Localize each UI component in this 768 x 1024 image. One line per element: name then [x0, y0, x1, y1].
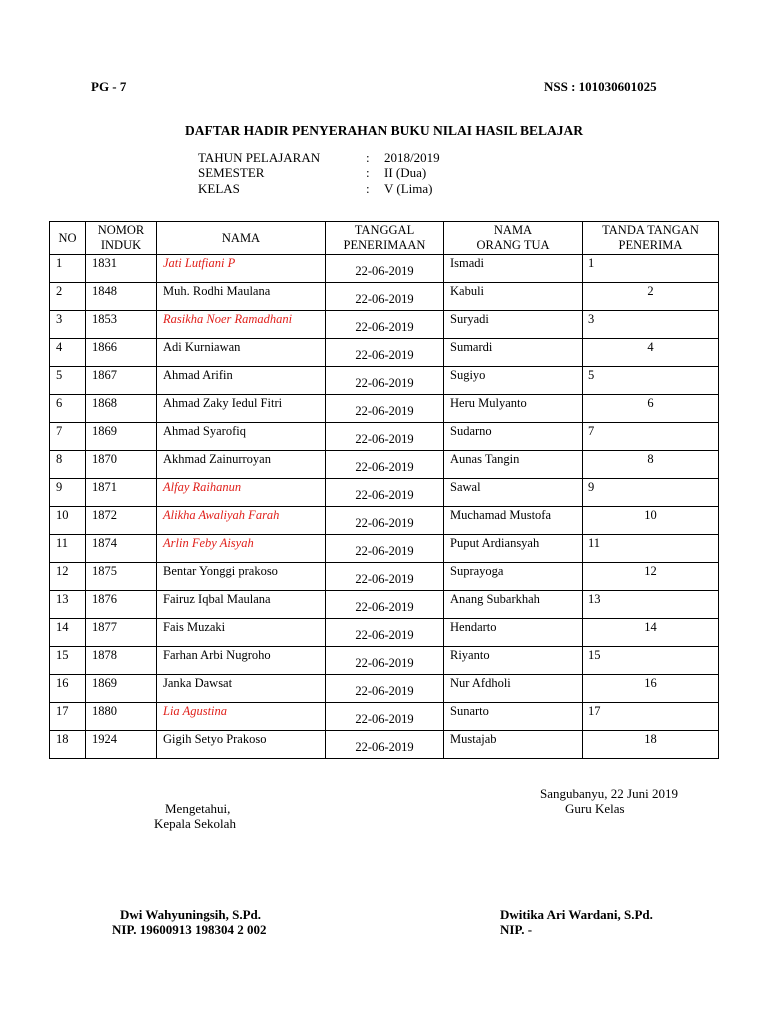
cell-orang-tua: Nur Afdholi [444, 675, 583, 703]
meta-colon: : [366, 150, 370, 165]
cell-orang-tua: Sunarto [444, 703, 583, 731]
cell-nomor-induk: 1871 [86, 479, 157, 507]
cell-tanda-tangan: 18 [583, 731, 719, 759]
table-row [50, 507, 719, 535]
table-row [50, 367, 719, 395]
kepala-sekolah-title: Kepala Sekolah [154, 816, 236, 831]
cell-nama: Fairuz Iqbal Maulana [157, 591, 326, 619]
header-nama: NAMA [157, 222, 326, 255]
cell-tanda-tangan: 6 [583, 395, 719, 423]
cell-nomor-induk: 1866 [86, 339, 157, 367]
header-nomor-induk: NOMOR INDUK [86, 222, 157, 255]
cell-nama: Muh. Rodhi Maulana [157, 283, 326, 311]
table-row [50, 703, 719, 731]
cell-nomor-induk: 1880 [86, 703, 157, 731]
nss-number: NSS : 101030601025 [544, 79, 657, 94]
cell-nama: Alfay Raihanun [157, 479, 326, 507]
cell-tanggal: 22-06-2019 [326, 479, 444, 507]
cell-nama: Farhan Arbi Nugroho [157, 647, 326, 675]
cell-no: 9 [50, 479, 86, 507]
table-row [50, 619, 719, 647]
cell-orang-tua: Anang Subarkhah [444, 591, 583, 619]
cell-tanggal: 22-06-2019 [326, 451, 444, 479]
cell-nama: Fais Muzaki [157, 619, 326, 647]
cell-nama: Jati Lutfiani P [157, 255, 326, 283]
table-row [50, 591, 719, 619]
cell-tanda-tangan: 17 [583, 703, 719, 731]
cell-no: 16 [50, 675, 86, 703]
page-code: PG - 7 [91, 79, 127, 94]
cell-nomor-induk: 1874 [86, 535, 157, 563]
cell-nomor-induk: 1853 [86, 311, 157, 339]
cell-nomor-induk: 1868 [86, 395, 157, 423]
cell-orang-tua: Sugiyo [444, 367, 583, 395]
cell-no: 11 [50, 535, 86, 563]
meta-colon: : [366, 181, 370, 196]
guru-kelas-name: Dwitika Ari Wardani, S.Pd. [500, 907, 653, 922]
table-row [50, 283, 719, 311]
cell-tanggal: 22-06-2019 [326, 311, 444, 339]
cell-tanggal: 22-06-2019 [326, 647, 444, 675]
cell-tanggal: 22-06-2019 [326, 255, 444, 283]
cell-nomor-induk: 1877 [86, 619, 157, 647]
cell-no: 6 [50, 395, 86, 423]
cell-tanggal: 22-06-2019 [326, 703, 444, 731]
cell-tanda-tangan: 12 [583, 563, 719, 591]
cell-tanggal: 22-06-2019 [326, 535, 444, 563]
cell-tanda-tangan: 11 [583, 535, 719, 563]
cell-nama: Alikha Awaliyah Farah [157, 507, 326, 535]
cell-tanda-tangan: 13 [583, 591, 719, 619]
cell-tanda-tangan: 10 [583, 507, 719, 535]
meta-value-semester: II (Dua) [384, 165, 427, 180]
cell-orang-tua: Ismadi [444, 255, 583, 283]
cell-no: 1 [50, 255, 86, 283]
cell-nomor-induk: 1848 [86, 283, 157, 311]
table-row [50, 479, 719, 507]
cell-tanggal: 22-06-2019 [326, 591, 444, 619]
kepala-sekolah-name: Dwi Wahyuningsih, S.Pd. [120, 907, 262, 922]
cell-tanggal: 22-06-2019 [326, 395, 444, 423]
cell-orang-tua: Hendarto [444, 619, 583, 647]
cell-tanda-tangan: 3 [583, 311, 719, 339]
table-row [50, 255, 719, 283]
cell-orang-tua: Sudarno [444, 423, 583, 451]
cell-nama: Gigih Setyo Prakoso [157, 731, 326, 759]
header-tanggal-penerimaan: TANGGAL PENERIMAAN [326, 222, 444, 255]
cell-orang-tua: Sumardi [444, 339, 583, 367]
meta-label-semester: SEMESTER [198, 165, 265, 180]
table-row [50, 311, 719, 339]
cell-tanda-tangan: 8 [583, 451, 719, 479]
table-row [50, 423, 719, 451]
place-date: Sangubanyu, 22 Juni 2019 [540, 786, 678, 801]
cell-no: 10 [50, 507, 86, 535]
cell-no: 14 [50, 619, 86, 647]
cell-tanggal: 22-06-2019 [326, 423, 444, 451]
table-row [50, 535, 719, 563]
table-row [50, 395, 719, 423]
cell-nomor-induk: 1870 [86, 451, 157, 479]
cell-nama: Rasikha Noer Ramadhani [157, 311, 326, 339]
cell-no: 18 [50, 731, 86, 759]
cell-tanggal: 22-06-2019 [326, 563, 444, 591]
cell-nama: Janka Dawsat [157, 675, 326, 703]
cell-nama: Bentar Yonggi prakoso [157, 563, 326, 591]
table-row [50, 731, 719, 759]
cell-nomor-induk: 1872 [86, 507, 157, 535]
cell-orang-tua: Aunas Tangin [444, 451, 583, 479]
cell-tanda-tangan: 16 [583, 675, 719, 703]
cell-no: 8 [50, 451, 86, 479]
cell-nama: Adi Kurniawan [157, 339, 326, 367]
cell-nomor-induk: 1831 [86, 255, 157, 283]
cell-nama: Lia Agustina [157, 703, 326, 731]
cell-tanda-tangan: 4 [583, 339, 719, 367]
meta-colon: : [366, 165, 370, 180]
table-row [50, 451, 719, 479]
cell-tanggal: 22-06-2019 [326, 339, 444, 367]
cell-no: 12 [50, 563, 86, 591]
cell-orang-tua: Mustajab [444, 731, 583, 759]
cell-no: 3 [50, 311, 86, 339]
cell-orang-tua: Muchamad Mustofa [444, 507, 583, 535]
cell-tanda-tangan: 14 [583, 619, 719, 647]
cell-tanda-tangan: 5 [583, 367, 719, 395]
table-row [50, 563, 719, 591]
cell-nomor-induk: 1867 [86, 367, 157, 395]
cell-nomor-induk: 1869 [86, 423, 157, 451]
cell-tanda-tangan: 2 [583, 283, 719, 311]
meta-value-year: 2018/2019 [384, 150, 440, 165]
cell-orang-tua: Heru Mulyanto [444, 395, 583, 423]
cell-nama: Ahmad Syarofiq [157, 423, 326, 451]
meta-value-class: V (Lima) [384, 181, 433, 196]
cell-no: 5 [50, 367, 86, 395]
cell-tanggal: 22-06-2019 [326, 731, 444, 759]
guru-kelas-nip: NIP. - [500, 922, 533, 937]
cell-tanggal: 22-06-2019 [326, 619, 444, 647]
cell-nama: Ahmad Zaky Iedul Fitri [157, 395, 326, 423]
cell-nomor-induk: 1924 [86, 731, 157, 759]
cell-orang-tua: Kabuli [444, 283, 583, 311]
cell-tanda-tangan: 1 [583, 255, 719, 283]
cell-nomor-induk: 1876 [86, 591, 157, 619]
cell-no: 15 [50, 647, 86, 675]
cell-no: 13 [50, 591, 86, 619]
cell-nama: Ahmad Arifin [157, 367, 326, 395]
header-nama-orang-tua: NAMA ORANG TUA [444, 222, 583, 255]
cell-no: 4 [50, 339, 86, 367]
header-no: NO [50, 222, 86, 255]
cell-tanda-tangan: 9 [583, 479, 719, 507]
table-row [50, 647, 719, 675]
cell-orang-tua: Puput Ardiansyah [444, 535, 583, 563]
attendance-table [49, 221, 719, 759]
cell-tanda-tangan: 15 [583, 647, 719, 675]
cell-no: 7 [50, 423, 86, 451]
cell-nomor-induk: 1869 [86, 675, 157, 703]
meta-label-class: KELAS [198, 181, 240, 196]
cell-orang-tua: Sawal [444, 479, 583, 507]
cell-nomor-induk: 1878 [86, 647, 157, 675]
header-tanda-tangan: TANDA TANGAN PENERIMA [583, 222, 719, 255]
cell-no: 2 [50, 283, 86, 311]
cell-nama: Arlin Feby Aisyah [157, 535, 326, 563]
table-header-row [50, 222, 719, 255]
cell-orang-tua: Riyanto [444, 647, 583, 675]
guru-kelas-title: Guru Kelas [565, 801, 625, 816]
meta-label-year: TAHUN PELAJARAN [198, 150, 321, 165]
table-row [50, 675, 719, 703]
cell-tanda-tangan: 7 [583, 423, 719, 451]
cell-orang-tua: Suryadi [444, 311, 583, 339]
document-title: DAFTAR HADIR PENYERAHAN BUKU NILAI HASIL BELAJAR [184, 123, 584, 138]
cell-tanggal: 22-06-2019 [326, 283, 444, 311]
table-row [50, 339, 719, 367]
cell-nama: Akhmad Zainurroyan [157, 451, 326, 479]
cell-orang-tua: Suprayoga [444, 563, 583, 591]
mengetahui-label: Mengetahui, [165, 801, 231, 816]
cell-tanggal: 22-06-2019 [326, 675, 444, 703]
cell-nomor-induk: 1875 [86, 563, 157, 591]
cell-no: 17 [50, 703, 86, 731]
cell-tanggal: 22-06-2019 [326, 367, 444, 395]
kepala-sekolah-nip: NIP. 19600913 198304 2 002 [112, 922, 267, 937]
cell-tanggal: 22-06-2019 [326, 507, 444, 535]
